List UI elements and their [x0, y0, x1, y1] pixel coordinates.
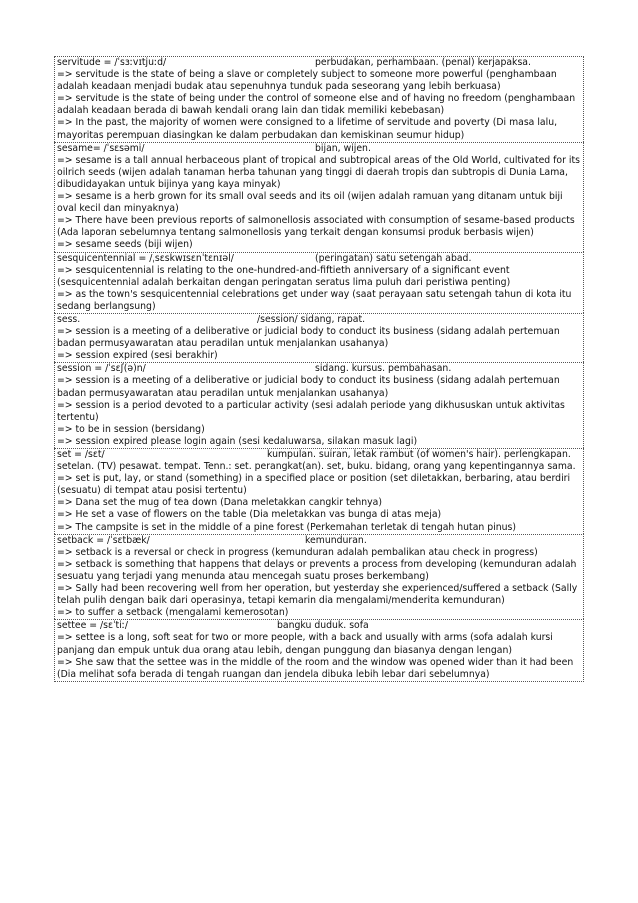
entry-setback	[54, 534, 584, 620]
entry-line: => setback is something that happens that delays or prevents a process from developing (kemunduran adalah sesuatu yang terjadi yang menunda atau mencegah suatu proses berkembang)	[57, 558, 577, 582]
entry-head	[57, 535, 581, 547]
entry-sesquicentennial	[54, 252, 584, 313]
entry-head	[57, 363, 581, 375]
entry-servitude	[54, 56, 584, 142]
entry-sesame	[54, 142, 584, 252]
entry-line: => session is a meeting of a deliberative or judicial body to conduct its business (sidang adalah pertemuan badan permusyawaratan atau peradilan untuk menjalankan usahanya)	[57, 375, 560, 399]
entry-term: settee = /sɛˈtiː/	[57, 620, 129, 632]
dictionary-page	[54, 56, 584, 682]
entry-line: => sesame is a tall annual herbaceous plant of tropical and subtropical areas of the Old World, cultivated for its oilrich seeds (wijen adalah tanaman herba tahunan yang tinggi di daerah tropis dan subtropis di Dunia Lama, dibudidayakan untuk bijinya yang kaya minyak)	[57, 154, 580, 190]
entry-line: => settee is a long, soft seat for two or more people, with a back and usually with arms (sofa adalah kursi panjang dan empuk untuk dua orang atau lebih, dengan punggung dan biasanya dengan lengan)	[57, 632, 553, 656]
entry-line: => She saw that the settee was in the middle of the room and the window was opened wider than it had been (Dia melihat sofa berada di tengah ruangan dan jendela dibuka lebih lebar dari sebelumnya)	[57, 656, 574, 680]
entry-line: => to suffer a setback (mengalami kemerosotan)	[57, 607, 289, 619]
entry-line: => to be in session (bersidang)	[57, 423, 205, 435]
entry-line: => as the town's sesquicentennial celebrations get under way (saat perayaan satu setengah tahun di kota itu sedang berlangsung)	[57, 288, 572, 312]
entry-line: => set is put, lay, or stand (something) in a specified place or position (set diletakkan, berbaring, atau berdiri (sesuatu) di tempat atau posisi tertentu)	[57, 473, 571, 497]
entry-head	[57, 143, 581, 155]
entry-line: => session is a period devoted to a particular activity (sesi adalah periode yang dikhususkan untuk aktivitas tertentu)	[57, 399, 565, 423]
entry-line: => sesquicentennial is relating to the one-hundred-and-fiftieth anniversary of a significant event (sesquicentennial adalah berkaitan dengan peringatan seratus lima puluh dari peristiwa penting)	[57, 264, 511, 288]
entry-head	[57, 314, 581, 326]
entry-definition: (peringatan) satu setengah abad.	[315, 252, 472, 264]
entry-line: => servitude is the state of being a slave or completely subject to someone more powerful (penghambaan adalah keadaan menjadi budak atau sepenuhnya tunduk pada seseorang yang lebih berkuasa)	[57, 69, 557, 93]
entry-definition: perbudakan, perhambaan. (penal) kerjapaksa.	[315, 57, 531, 68]
entry-line: => Sally had been recovering well from her operation, but yesterday she experienced/suffered a setback (Sally telah pulih dengan baik dari operasinya, tetapi kemarin dia mengalami/menderita kemunduran)	[57, 583, 578, 607]
entry-line: => servitude is the state of being under the control of someone else and of having no freedom (penghambaan adalah keadaan berada di bawah kendali orang lain dan tidak memiliki kebebasan)	[57, 93, 576, 117]
entry-line: => He set a vase of flowers on the table (Dia meletakkan vas bunga di atas meja)	[57, 509, 442, 521]
entry-line: => In the past, the majority of women were consigned to a lifetime of servitude and poverty (Di masa lalu, mayoritas perempuan diasingkan ke dalam perbudakan dan kemiskinan seumur hidup)	[57, 117, 558, 141]
entry-definition: kemunduran.	[305, 534, 367, 546]
entry-term: set = /sɛt/	[57, 449, 105, 460]
entry-line: => session expired (sesi berakhir)	[57, 350, 218, 362]
entry-line: => There have been previous reports of salmonellosis associated with consumption of sesame-based products (Ada laporan sebelumnya tentang salmonellosis yang terkait dengan konsumsi produk berbasis wijen)	[57, 215, 575, 239]
entry-line: setelan. (TV) pesawat. tempat. Tenn.: set. perangkat(an). set, buku. bidang, orang yang kepentingannya sama.	[57, 461, 576, 473]
entry-line: => session expired please login again (sesi kedaluwarsa, silakan masuk lagi)	[57, 435, 418, 447]
entry-line: => Dana set the mug of tea down (Dana meletakkan cangkir tehnya)	[57, 497, 383, 509]
entry-term: session = /ˈsɛʃ(ə)n/	[57, 363, 146, 375]
entry-line: => sesame seeds (biji wijen)	[57, 239, 193, 251]
entry-line: => session is a meeting of a deliberative or judicial body to conduct its business (sidang adalah pertemuan badan permusyawaratan atau peradilan untuk menjalankan usahanya)	[57, 326, 560, 350]
entry-sess	[54, 313, 584, 362]
entry-set	[54, 448, 584, 534]
entry-line: => sesame is a herb grown for its small oval seeds and its oil (wijen adalah ramuan yang ditanam untuk biji oval kecil dan minyaknya)	[57, 191, 563, 215]
entry-line: => The campsite is set in the middle of a pine forest (Perkemahan terletak di tengah hutan pinus)	[57, 521, 516, 533]
entry-settee	[54, 619, 584, 681]
entry-head	[57, 620, 581, 632]
entry-definition: sidang. kursus. pembahasan.	[315, 363, 452, 375]
entry-head	[57, 253, 581, 265]
entry-session	[54, 362, 584, 448]
entry-term: sesame= /ˈsɛsəmi/	[57, 142, 145, 154]
entry-definition: bijan, wijen.	[315, 142, 371, 154]
entry-term: setback = /ˈsɛtbæk/	[57, 534, 150, 546]
entry-term: sesquicentennial = /ˌsɛskwɪsɛnˈtɛnɪəl/	[57, 252, 234, 264]
entry-definition: /session/ sidang, rapat.	[257, 313, 366, 325]
entry-head	[57, 449, 581, 461]
entry-line: => setback is a reversal or check in progress (kemunduran adalah pembalikan atau check in progress)	[57, 546, 538, 558]
entry-head	[57, 57, 581, 69]
entry-definition: bangku duduk. sofa	[277, 620, 369, 632]
entry-term: sess.	[57, 313, 81, 325]
entry-definition: kumpulan. suiran, letak rambut (of women's hair). perlengkapan.	[267, 449, 571, 460]
entry-term: servitude = /ˈsɜːvɪtjuːd/	[57, 57, 167, 68]
